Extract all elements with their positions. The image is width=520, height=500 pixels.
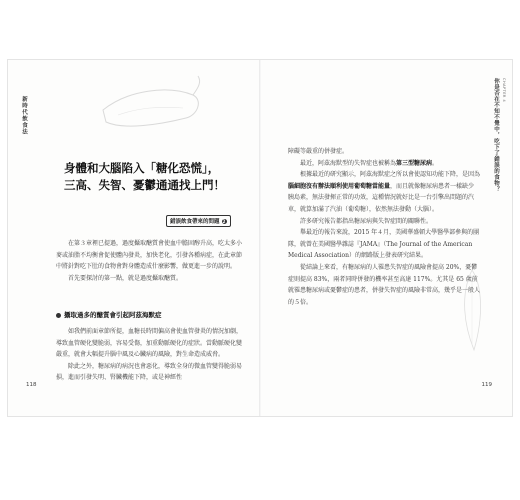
paragraph: 如我們前面章節所提，血糖長時間偏高會使血管發炎的情況加劇，導致血管硬化變脆弱，容易受傷，加重動脈硬化的症狀。當動脈硬化變嚴重，就會大幅提升腦中風及心臟病的風險，對生命造成威脅。: [56, 328, 243, 359]
left-page: [8, 60, 260, 416]
topic-tag-number: 2: [222, 219, 226, 224]
left-running-head: 新時代飲食法: [21, 96, 27, 135]
left-section-text: [56, 326, 246, 384]
book-spread: [8, 60, 512, 416]
paragraph: 首先要探討的第一點，就是過度攝取醣質。: [68, 274, 183, 282]
right-running-head-title: 你是否在不知不覺中，吃下了錯誤的食物？: [493, 78, 499, 192]
paragraph: [288, 169, 480, 215]
vegetable-illustration: [452, 265, 492, 355]
emphasis-text: 腦細胞沒有辦法順利使用葡萄糖當能量: [288, 182, 391, 190]
text-run: 最近，阿茲海默型的失智症也被稱為: [300, 159, 397, 167]
text-run: 。: [432, 159, 439, 167]
right-page-number: 119: [481, 382, 492, 388]
paragraph: 從結論上來看，有糖尿病的人罹患失智症的風險會提高 20%，憂鬱症則提高 83%，兩者同時併發的機率甚至高達 117%。尤其是 65 歲前就罹患糖尿病或憂鬱症的患者，併發失智症的風險非常高，幾乎是一般人的５倍。: [288, 263, 481, 306]
chapter-headline: [64, 160, 249, 194]
left-intro-text: [56, 238, 246, 284]
text-run: 根據最近的研究顯示，阿茲海默症之所以會使認知功能下降，是因為: [300, 171, 481, 179]
right-page: [260, 60, 512, 416]
paragraph: [288, 158, 480, 170]
headline-line-1: 身體和大腦陷入「糖化恐慌」，: [64, 161, 220, 175]
right-running-head: [492, 78, 506, 192]
emphasis-text: 第三型糖尿病: [396, 159, 433, 167]
topic-tag: [166, 215, 231, 227]
paragraph: 舉最近的報告來說，2015 年４月，美國華盛頓大學醫學部參與的團隊，就曾在美國醫學雜誌『JAMA』（The Journal of the American Medical Association）的網路版上發表研究結果。: [288, 229, 480, 260]
section-heading-text: 攝取過多的醣質會引起阿茲海默症: [64, 311, 162, 319]
paragraph: 障礙等嚴重的併發症。: [288, 148, 349, 155]
text-run: ，而且就像糖尿病患者一樣缺少胰島素，無法發揮正常的功效，這種情況就好比是一台引擎出問題的汽車，就算加滿了汽油（葡萄糖），依然無法發動（大腦）。: [288, 182, 475, 213]
chapter-label: CHAPTER 4: [502, 78, 506, 103]
paragraph: 許多研究報告都指出糖尿病與失智症間的關聯性。: [300, 217, 433, 225]
left-page-number: 118: [26, 382, 37, 388]
paragraph: 除此之外，糖尿病的病況也會惡化，導致全身的微血管變得脆弱易損，進而引發失明、腎臟機能下降，或是神經性: [56, 362, 243, 382]
chili-pepper-illustration: [98, 70, 208, 140]
headline-line-2: 三高、失智、憂鬱通通找上門！: [64, 178, 225, 192]
topic-tag-label: 錯誤飲食帶來的問題: [170, 219, 220, 225]
paragraph: 在第３章裡已提過，過度攝取醣質會使血中膽固醇升高，吃太多小麥或油脂不均衡會促使體內發炎，加快老化，引發各種病症，在此章節中將針對吃下肚的食物會對身體造成什麼影響，做更進一步的說明。: [56, 240, 243, 271]
section-heading: [56, 310, 162, 319]
bullet-icon: [56, 313, 61, 318]
